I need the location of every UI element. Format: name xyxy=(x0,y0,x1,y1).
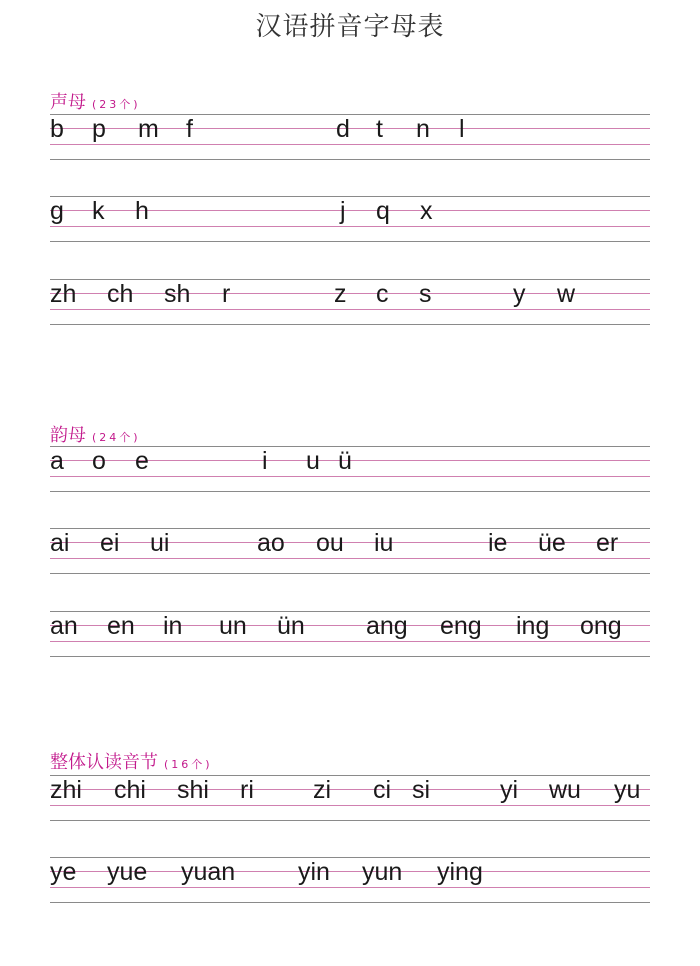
pinyin-syllable: q xyxy=(376,197,390,225)
pinyin-syllable: e xyxy=(135,447,149,475)
pinyin-syllable: g xyxy=(50,197,64,225)
pinyin-syllable: shi xyxy=(177,776,209,804)
pinyin-syllable: iu xyxy=(374,529,394,557)
pinyin-syllable: z xyxy=(334,280,347,308)
pinyin-syllable: o xyxy=(92,447,106,475)
pinyin-syllable: zhi xyxy=(50,776,82,804)
pinyin-syllable: y xyxy=(513,280,526,308)
staff-line xyxy=(50,625,650,626)
pinyin-syllable: a xyxy=(50,447,64,475)
staff-line xyxy=(50,573,650,574)
pinyin-syllable: ying xyxy=(437,858,483,886)
pinyin-syllable: w xyxy=(557,280,576,308)
section-title: 整体认读音节 xyxy=(50,752,158,773)
pinyin-syllable: s xyxy=(419,280,432,308)
section-header-zhengti xyxy=(50,748,213,772)
pinyin-syllable: en xyxy=(107,612,135,640)
pinyin-syllable: ci xyxy=(373,776,392,804)
staff-line xyxy=(50,324,650,325)
writing-staff-shengmu-3 xyxy=(50,279,650,325)
pinyin-syllable: j xyxy=(340,197,346,225)
pinyin-syllable: b xyxy=(50,115,64,143)
pinyin-syllable: yun xyxy=(362,858,403,886)
pinyin-syllable: p xyxy=(92,115,106,143)
pinyin-syllable: ü xyxy=(338,447,352,475)
section-title: 声母 xyxy=(50,92,86,113)
pinyin-syllable: üe xyxy=(538,529,566,557)
section-header-yunmu xyxy=(50,421,141,445)
pinyin-syllable: an xyxy=(50,612,78,640)
staff-line xyxy=(50,656,650,657)
staff-line xyxy=(50,241,650,242)
pinyin-syllable: ai xyxy=(50,529,70,557)
writing-staff-zhengti-1 xyxy=(50,775,650,821)
pinyin-syllable: zh xyxy=(50,280,77,308)
writing-staff-yunmu-2 xyxy=(50,528,650,574)
staff-line xyxy=(50,641,650,642)
pinyin-syllable: wu xyxy=(549,776,581,804)
pinyin-syllable: eng xyxy=(440,612,482,640)
pinyin-syllable: un xyxy=(219,612,247,640)
pinyin-syllable: zi xyxy=(313,776,332,804)
pinyin-syllable: h xyxy=(135,197,149,225)
writing-staff-yunmu-1 xyxy=(50,446,650,492)
pinyin-syllable: t xyxy=(376,115,383,143)
pinyin-syllable: yin xyxy=(298,858,330,886)
pinyin-syllable: ong xyxy=(580,612,622,640)
pinyin-syllable: er xyxy=(596,529,619,557)
pinyin-syllable: f xyxy=(186,115,193,143)
section-count: (16个) xyxy=(164,758,213,771)
pinyin-syllable: n xyxy=(416,115,430,143)
pinyin-syllable: ün xyxy=(277,612,305,640)
pinyin-syllable: x xyxy=(420,197,433,225)
pinyin-syllable: d xyxy=(336,115,350,143)
pinyin-syllable: i xyxy=(262,447,268,475)
pinyin-syllable: c xyxy=(376,280,389,308)
pinyin-syllable: l xyxy=(459,115,465,143)
pinyin-syllable: u xyxy=(306,447,320,475)
writing-staff-zhengti-2 xyxy=(50,857,650,903)
staff-line xyxy=(50,820,650,821)
pinyin-syllable: yue xyxy=(107,858,148,886)
writing-staff-yunmu-3 xyxy=(50,611,650,657)
pinyin-syllable: yuan xyxy=(181,858,236,886)
writing-staff-shengmu-1 xyxy=(50,114,650,160)
pinyin-syllable: ao xyxy=(257,529,285,557)
pinyin-syllable: ang xyxy=(366,612,408,640)
section-count: (24个) xyxy=(92,431,141,444)
pinyin-syllable: yi xyxy=(500,776,519,804)
pinyin-syllable: chi xyxy=(114,776,146,804)
staff-line xyxy=(50,902,650,903)
pinyin-syllable: ri xyxy=(240,776,254,804)
pinyin-syllable: si xyxy=(412,776,431,804)
pinyin-syllable: ou xyxy=(316,529,344,557)
pinyin-syllable: ye xyxy=(50,858,77,886)
pinyin-syllable: r xyxy=(222,280,231,308)
section-title: 韵母 xyxy=(50,425,86,446)
writing-staff-shengmu-2 xyxy=(50,196,650,242)
section-count: (23个) xyxy=(92,98,141,111)
pinyin-syllable: ui xyxy=(150,529,170,557)
section-header-shengmu xyxy=(50,88,141,112)
staff-line xyxy=(50,611,650,612)
pinyin-syllable: ing xyxy=(516,612,550,640)
pinyin-syllable: in xyxy=(163,612,183,640)
page-title: 汉语拼音字母表 xyxy=(255,12,445,42)
staff-line xyxy=(50,491,650,492)
pinyin-syllable: ch xyxy=(107,280,134,308)
pinyin-syllable: k xyxy=(92,197,105,225)
pinyin-syllable: ei xyxy=(100,529,120,557)
pinyin-syllable: yu xyxy=(614,776,641,804)
pinyin-syllable: m xyxy=(138,115,159,143)
pinyin-syllable: sh xyxy=(164,280,191,308)
staff-line xyxy=(50,159,650,160)
pinyin-syllable: ie xyxy=(488,529,508,557)
